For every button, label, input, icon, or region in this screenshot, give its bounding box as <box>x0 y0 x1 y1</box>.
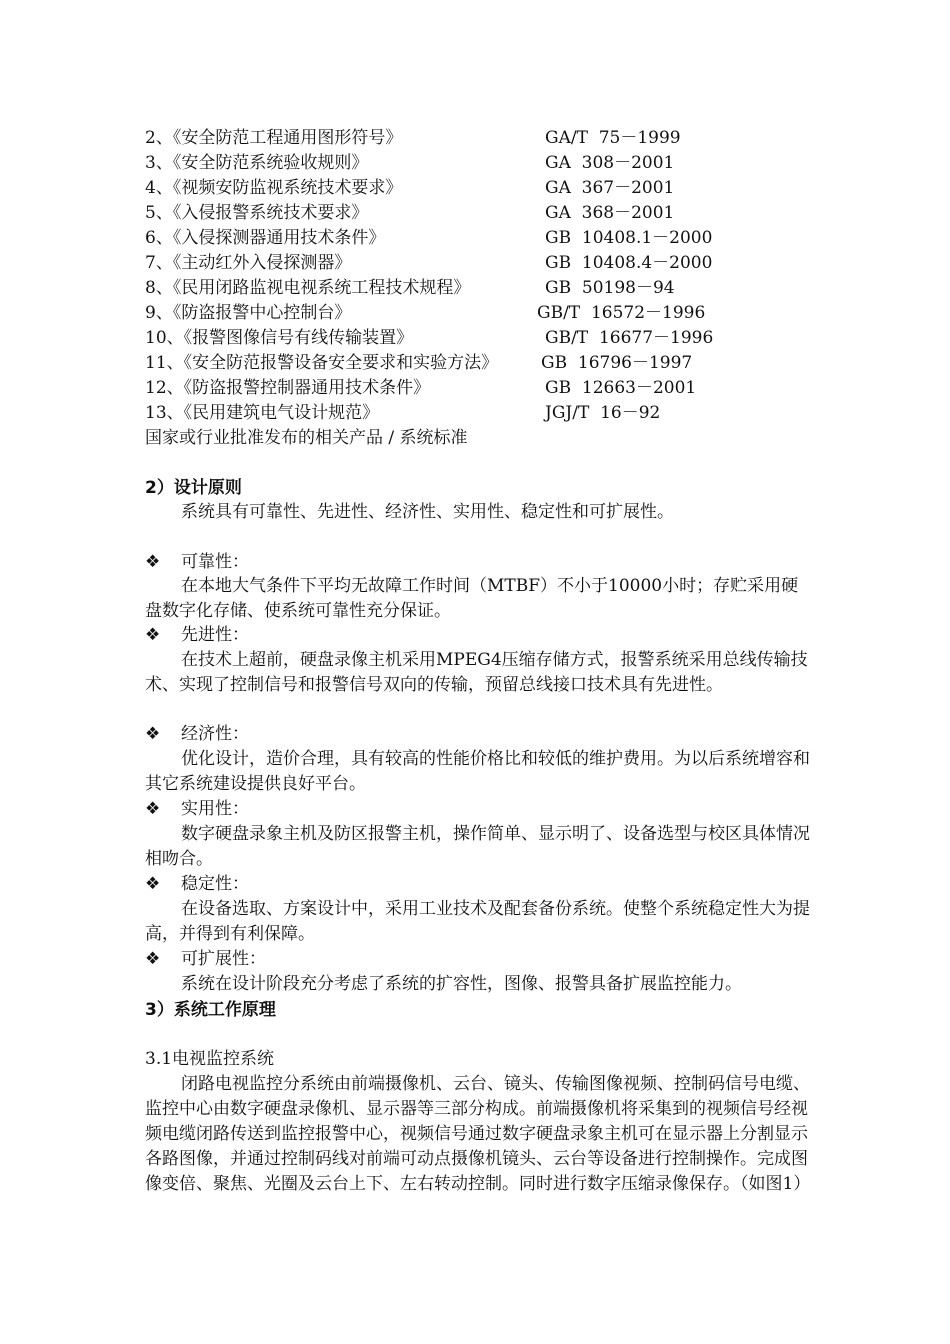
standard-title: 12、《防盗报警控制器通用技术条件》 <box>145 378 431 398</box>
standard-title: 4、《视频安防监视系统技术要求》 <box>145 178 403 198</box>
diamond-bullet-icon: ❖ <box>145 799 161 819</box>
standard-title: 9、《防盗报警中心控制台》 <box>145 303 352 323</box>
bullet-label: 稳定性： <box>181 874 249 894</box>
bullet-text: 在技术上超前，硬盘录像主机采用MPEG4压缩存储方式，报警系统采用总线传输技术、实现了控制信号和报警信号双向的传输，预留总线接口技术具有先进性。 <box>145 650 808 695</box>
standard-code: GB/T 16572－1996 <box>537 303 706 323</box>
bullet-advanced <box>145 623 249 647</box>
diamond-bullet-icon: ❖ <box>145 874 161 894</box>
standard-code: GA/T 75－1999 <box>545 128 681 148</box>
bullet-text: 在本地大气条件下平均无故障工作时间（MTBF）不小于10000小时；存贮采用硬盘数字化存储、使系统可靠性充分保证。 <box>145 576 799 621</box>
diamond-bullet-icon: ❖ <box>145 949 161 969</box>
standard-title: 6、《入侵探测器通用技术条件》 <box>145 228 386 248</box>
section-heading-principle: 3）系统工作原理 <box>145 1000 276 1020</box>
standard-title: 3、《安全防范系统验收规则》 <box>145 153 369 173</box>
bullet-text: 数字硬盘录象主机及防区报警主机，操作简单、显示明了、设备选型与校区具体情况相吻合。 <box>145 824 810 869</box>
bullet-label: 先进性： <box>181 625 249 645</box>
standard-code: GB 10408.1－2000 <box>545 228 713 248</box>
diamond-bullet-icon: ❖ <box>145 724 161 744</box>
section-heading-design: 2）设计原则 <box>145 478 242 498</box>
standard-title: 2、《安全防范工程通用图形符号》 <box>145 128 403 148</box>
diamond-bullet-icon: ❖ <box>145 552 161 572</box>
subsection-heading: 3.1电视监控系统 <box>145 1049 275 1069</box>
standard-title: 10、《报警图像信号有线传输装置》 <box>145 328 414 348</box>
standard-title: 5、《入侵报警系统技术要求》 <box>145 203 369 223</box>
standard-code: GB 16796－1997 <box>541 353 693 373</box>
bullet-text: 优化设计，造价合理，具有较高的性能价格比和较低的维护费用。为以后系统增容和其它系统建设提供良好平台。 <box>145 749 810 794</box>
bullet-label: 经济性： <box>181 724 249 744</box>
bullet-label: 实用性： <box>181 799 249 819</box>
standard-code: GA 367－2001 <box>545 178 675 198</box>
bullet-text: 在设备选取、方案设计中，采用工业技术及配套备份系统。使整个系统稳定性大为提高，并得到有利保障。 <box>145 899 810 944</box>
bullet-economy <box>145 722 249 746</box>
standard-code: GB/T 16677－1996 <box>545 328 714 348</box>
standard-code: GB 10408.4－2000 <box>545 253 713 273</box>
bullet-reliability <box>145 550 249 574</box>
standard-code: GB 50198－94 <box>545 278 675 298</box>
standard-code: GB 12663－2001 <box>545 378 697 398</box>
bullet-label: 可靠性： <box>181 552 249 572</box>
standard-title: 11、《安全防范报警设备安全要求和实验方法》 <box>145 353 499 373</box>
design-intro: 系统具有可靠性、先进性、经济性、实用性、稳定性和可扩展性。 <box>181 502 674 522</box>
bullet-text: 系统在设计阶段充分考虑了系统的扩容性，图像、报警具备扩展监控能力。 <box>181 974 742 994</box>
bullet-label: 可扩展性： <box>181 949 266 969</box>
standard-title: 8、《民用闭路监视电视系统工程技术规程》 <box>145 278 471 298</box>
standard-code: GA 368－2001 <box>545 203 675 223</box>
diamond-bullet-icon: ❖ <box>145 625 161 645</box>
bullet-stability <box>145 872 249 896</box>
principle-paragraph: 闭路电视监控分系统由前端摄像机、云台、镜头、传输图像视频、控制码信号电缆、监控中心由数字硬盘录像机、显示器等三部分构成。前端摄像机将采集到的视频信号经视频电缆闭路传送到监控报警中心，视频信号通过数字硬盘录象主机可在显示器上分割显示各路图像，并通过控制码线对前端可动点摄像机镜头、云台等设备进行控制操作。完成图像变倍、聚焦、光圈及云台上下、左右转动控制。同时进行数字压缩录像保存。（如图1） <box>145 1074 811 1194</box>
bullet-practical <box>145 797 249 821</box>
standard-code: GA 308－2001 <box>545 153 675 173</box>
bullet-scalability <box>145 947 266 971</box>
standard-code: JGJ/T 16－92 <box>545 403 661 423</box>
standard-title: 13、《民用建筑电气设计规范》 <box>145 403 380 423</box>
standard-title: 7、《主动红外入侵探测器》 <box>145 253 352 273</box>
standards-note: 国家或行业批准发布的相关产品 / 系统标准 <box>145 428 468 448</box>
